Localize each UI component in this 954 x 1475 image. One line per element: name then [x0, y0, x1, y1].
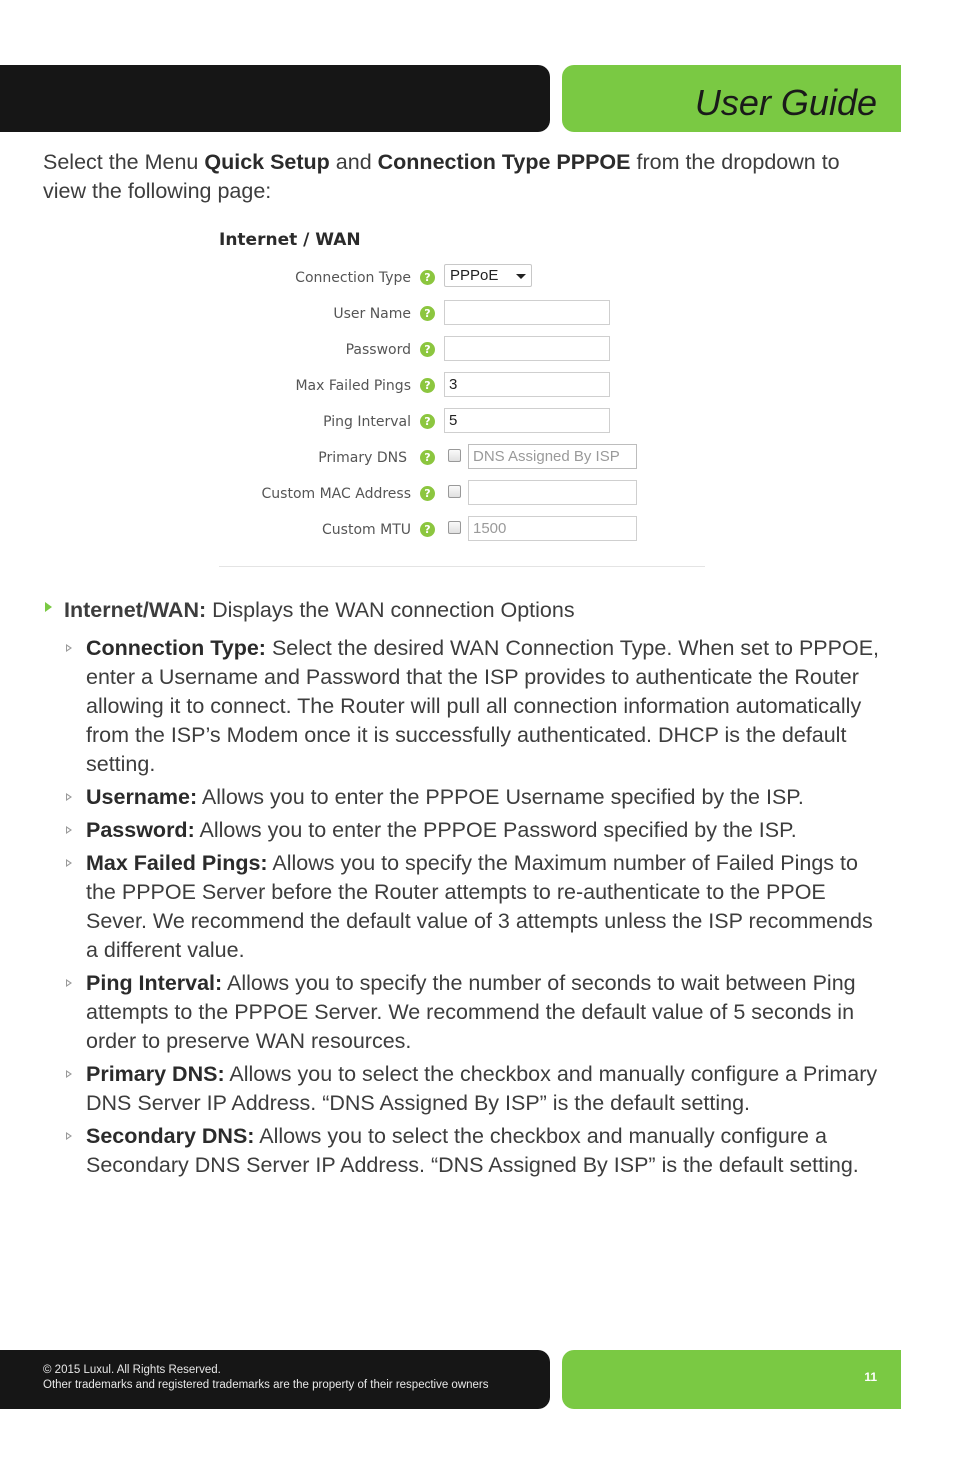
list-text: Allows you to enter the PPPOE Password specified by the ISP. — [194, 818, 797, 842]
list-term: Secondary DNS: — [86, 1124, 255, 1148]
list-item — [86, 1122, 886, 1180]
list-item — [86, 969, 886, 1056]
help-icon[interactable]: ? — [420, 270, 435, 285]
custom-mtu-row — [219, 516, 705, 544]
list-term: Internet/WAN: — [64, 598, 207, 622]
intro-text: and — [329, 150, 378, 174]
list-text: Allows you to specify the number of seconds to wait between Ping attempts to the PPPOE Server. We recommend the default value of 5 seconds in order to preserve WAN resources. — [86, 971, 856, 1053]
primary-dns-row — [219, 444, 705, 472]
custom-mac-input[interactable] — [468, 480, 637, 505]
sub-bullet-icon — [66, 979, 72, 987]
list-heading-item — [64, 596, 904, 625]
ping-interval-label: Ping Interval — [323, 414, 411, 430]
sub-bullet-icon — [66, 793, 72, 801]
help-icon[interactable]: ? — [420, 450, 435, 465]
sub-bullet-icon — [66, 826, 72, 834]
connection-type-select[interactable] — [444, 264, 532, 287]
intro-paragraph — [43, 148, 873, 206]
footer-page-block — [562, 1350, 901, 1409]
password-label: Password — [345, 342, 411, 358]
user-name-row — [219, 300, 705, 328]
list-text: Allows you to enter the PPPOE Username specified by the ISP. — [197, 785, 804, 809]
bullet-icon — [45, 602, 52, 612]
user-name-input[interactable] — [444, 300, 610, 325]
connection-type-value: PPPoE — [450, 267, 499, 284]
primary-dns-checkbox[interactable] — [448, 449, 461, 462]
list-term: Connection Type: — [86, 636, 266, 660]
help-icon[interactable]: ? — [420, 522, 435, 537]
primary-dns-label: Primary DNS — [318, 450, 407, 466]
max-failed-pings-label: Max Failed Pings — [295, 378, 411, 394]
intro-connection-type: Connection Type PPPOE — [377, 150, 631, 174]
connection-type-row — [219, 264, 705, 292]
custom-mac-label: Custom MAC Address — [261, 486, 411, 502]
list-text: Select the desired WAN Connection Type. When set to PPPOE, enter a Username and Password that the ISP provides to authenticate the Router allowing it to connect. The Router will pull all connection information automatically from the ISP’s Modem once it is successfully authenticated. DHCP is the default setting. — [86, 636, 880, 776]
custom-mac-checkbox[interactable] — [448, 485, 461, 498]
custom-mtu-checkbox[interactable] — [448, 521, 461, 534]
max-failed-pings-input[interactable]: 3 — [444, 372, 610, 397]
user-name-label: User Name — [333, 306, 411, 322]
list-item — [86, 1060, 886, 1118]
custom-mac-row — [219, 480, 705, 508]
sub-bullet-icon — [66, 1070, 72, 1078]
help-icon[interactable]: ? — [420, 378, 435, 393]
footer-legal — [43, 1363, 489, 1393]
ping-interval-input[interactable]: 5 — [444, 408, 610, 433]
page-number: 11 — [864, 1370, 877, 1384]
connection-type-label: Connection Type — [295, 270, 411, 286]
list-text: Allows you to specify the Maximum number of Failed Pings to the PPPOE Server before the Router attempts to re-authenticate to the PPOE Sever. We recommend the default value of 3 attempts unless the ISP recommends a different value. — [86, 851, 873, 962]
document-title: User Guide — [694, 82, 877, 123]
header-title-block — [562, 65, 901, 132]
list-term: Username: — [86, 785, 198, 809]
trademark-text: Other trademarks and registered trademarks are the property of their respective owners — [43, 1379, 489, 1391]
header-bar — [0, 65, 550, 132]
internet-wan-form — [219, 228, 705, 567]
list-term: Primary DNS: — [86, 1062, 225, 1086]
list-text: Displays the WAN connection Options — [206, 598, 575, 622]
sub-bullet-icon — [66, 859, 72, 867]
custom-mtu-label: Custom MTU — [322, 522, 411, 538]
list-text: Allows you to select the checkbox and manually configure a Primary DNS Server IP Address. “DNS Assigned By ISP” is the default setting. — [86, 1062, 878, 1115]
list-text: Allows you to select the checkbox and manually configure a Secondary DNS Server IP Address. “DNS Assigned By ISP” is the default setting. — [86, 1124, 859, 1177]
sub-bullet-icon — [66, 1132, 72, 1140]
custom-mtu-input[interactable]: 1500 — [468, 516, 637, 541]
copyright-text: © 2015 Luxul. All Rights Reserved. — [43, 1364, 221, 1376]
help-icon[interactable]: ? — [420, 486, 435, 501]
intro-text: Select the Menu — [43, 150, 205, 174]
list-term: Max Failed Pings: — [86, 851, 268, 875]
form-title: Internet / WAN — [219, 230, 361, 250]
password-input[interactable] — [444, 336, 610, 361]
footer-bar — [0, 1350, 550, 1409]
list-term: Password: — [86, 818, 195, 842]
max-failed-pings-row — [219, 372, 705, 400]
list-item — [86, 634, 886, 779]
chevron-down-icon — [516, 274, 526, 279]
ping-interval-row — [219, 408, 705, 436]
primary-dns-input[interactable]: DNS Assigned By ISP — [468, 444, 637, 469]
password-row — [219, 336, 705, 364]
list-item — [86, 816, 886, 845]
help-icon[interactable]: ? — [420, 306, 435, 321]
intro-menu-name: Quick Setup — [204, 150, 330, 174]
list-item — [86, 849, 886, 965]
help-icon[interactable]: ? — [420, 342, 435, 357]
list-term: Ping Interval: — [86, 971, 223, 995]
help-icon[interactable]: ? — [420, 414, 435, 429]
intro-text: from the dropdown to view the following page: — [43, 150, 840, 203]
sub-bullet-icon — [66, 644, 72, 652]
list-item — [86, 783, 886, 812]
